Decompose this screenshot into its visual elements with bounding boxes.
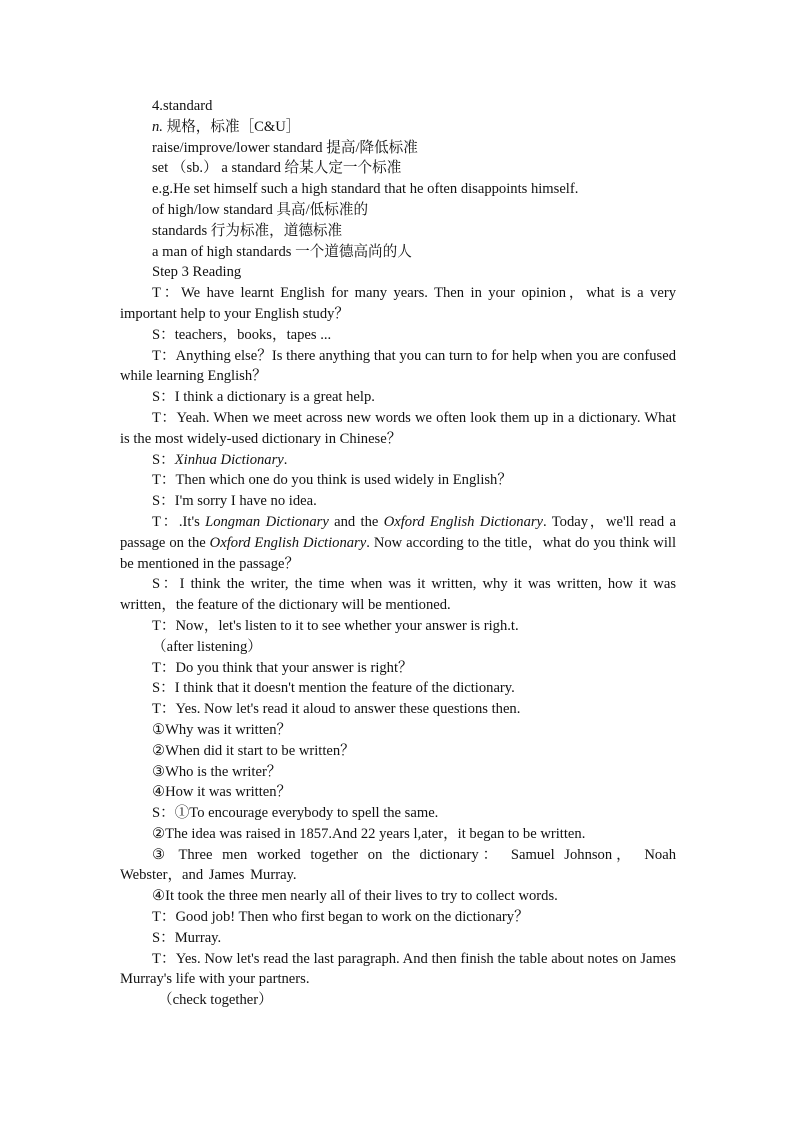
vocab-phrase: raise/improve/lower standard 提高/降低标准 xyxy=(152,139,418,156)
dialogue-line: T：Good job! Then who first began to work on the dictionary？ xyxy=(152,909,529,926)
text-segment: and the xyxy=(328,513,384,530)
dialogue-line: T：Do you think that your answer is right？ xyxy=(152,659,413,676)
dialogue-paragraph: T：We have learnt English for many years. Then in your opinion，what is a very important help to your English study？ xyxy=(120,285,676,322)
dialogue-paragraph xyxy=(120,512,676,574)
vocab-phrase: set （sb.） a standard 给某人定一个标准 xyxy=(152,160,402,177)
vocab-heading: 4.standard xyxy=(152,98,213,114)
question-item: ③Who is the writer？ xyxy=(152,763,282,780)
step-heading: Step 3 Reading xyxy=(152,264,242,281)
dialogue-line: T：Yes. Now let's read it aloud to answer these questions then. xyxy=(152,701,521,718)
answer-item: S：①To encourage everybody to spell the same. xyxy=(152,805,439,822)
dictionary-title: Oxford English Dictionary xyxy=(383,513,544,530)
vocab-phrase: of high/low standard 具高/低标准的 xyxy=(152,201,369,218)
speaker-label: S： xyxy=(152,451,175,468)
question-item: ①Why was it written？ xyxy=(152,721,292,738)
dictionary-title: Xinhua Dictionary xyxy=(174,451,284,468)
question-item: ④How it was written？ xyxy=(152,784,292,801)
dialogue-line: S：I think that it doesn't mention the feature of the dictionary. xyxy=(152,680,515,697)
vocab-definition xyxy=(120,117,676,138)
dialogue-paragraph: T：Yes. Now let's read the last paragraph. And then finish the table about notes on James Murray's life with your partners. xyxy=(120,950,676,988)
answer-item: ②The idea was raised in 1857.And 22 years l,ater，it began to be written. xyxy=(152,825,586,842)
vocab-phrase: standards 行为标准，道德标准 xyxy=(152,222,343,239)
vocab-example: e.g.He set himself such a high standard that he often disappoints himself. xyxy=(152,181,579,198)
question-item: ②When did it start to be written？ xyxy=(152,742,355,759)
answer-item: ④It took the three men nearly all of their lives to try to collect words. xyxy=(152,888,558,905)
dialogue-paragraph: S：I think the writer, the time when was it written, why it was written, how it was written，the feature of the dictionary will be mentioned. xyxy=(120,576,676,614)
dialogue-line xyxy=(120,450,676,471)
text-segment: T：.It's xyxy=(152,513,206,530)
document-body xyxy=(120,96,676,1011)
part-of-speech: n. xyxy=(152,118,163,135)
text-segment: . Now according to the title，what do you think will be mentioned in the passage？ xyxy=(120,534,676,572)
definition-text: 规格，标准［C&U］ xyxy=(166,118,301,135)
stage-direction: （check together） xyxy=(158,992,273,1009)
dialogue-paragraph: T：Yeah. When we meet across new words we often look them up in a dictionary. What is the most widely-used dictionary in Chinese？ xyxy=(120,409,676,447)
dialogue-line: T：Now，let's listen to it to see whether your answer is righ.t. xyxy=(152,617,519,634)
punctuation: . xyxy=(283,451,288,468)
dialogue-paragraph: T：Anything else？Is there anything that you can turn to for help when you are confused while learning English？ xyxy=(120,347,676,385)
answer-paragraph: ③ Three men worked together on the dictionary： Samuel Johnson， Noah Webster，and James Murray. xyxy=(120,846,676,884)
stage-direction: （after listening） xyxy=(152,638,262,655)
dialogue-line: S：teachers，books，tapes ... xyxy=(152,326,332,343)
dialogue-line: S：I think a dictionary is a great help. xyxy=(152,389,375,406)
dictionary-title: Oxford English Dictionary xyxy=(209,534,367,551)
text-segment: . Today，we'll read a passage on the xyxy=(120,513,676,551)
dialogue-line: T：Then which one do you think is used widely in English？ xyxy=(152,472,512,489)
vocab-phrase: a man of high standards 一个道德高尚的人 xyxy=(152,243,412,260)
dialogue-line: S：I'm sorry I have no idea. xyxy=(152,493,317,510)
dialogue-line: S：Murray. xyxy=(152,929,222,946)
dictionary-title: Longman Dictionary xyxy=(205,513,329,530)
